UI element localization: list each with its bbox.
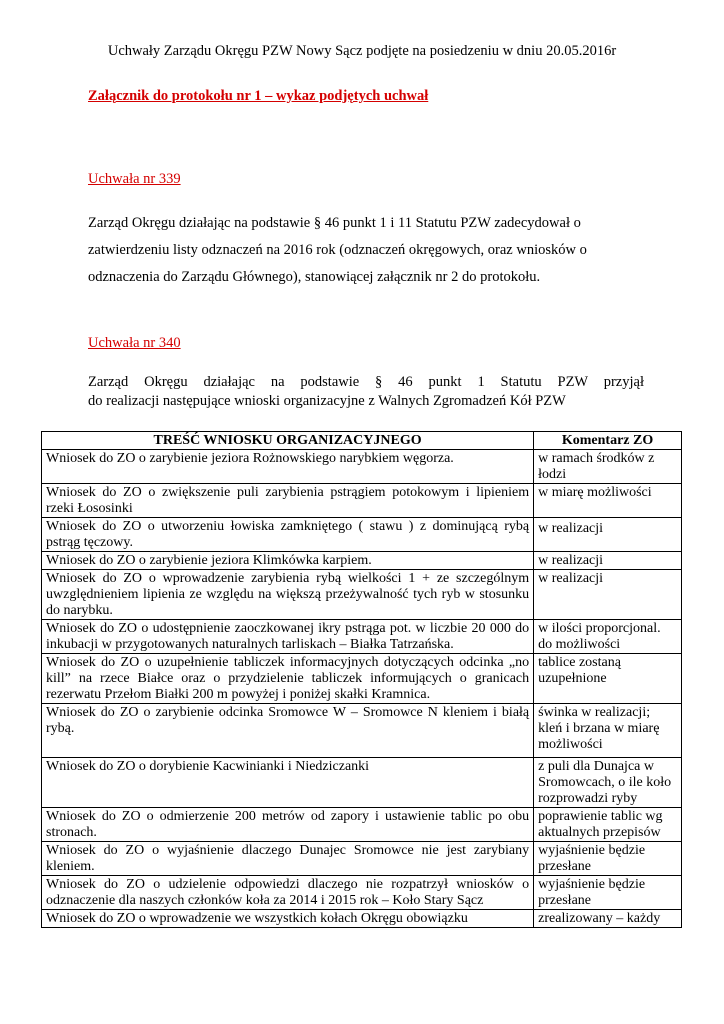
table-row [42,552,682,570]
comment-cell: poprawienie tablic wg aktualnych przepisów [534,808,682,842]
comment-cell: wyjaśnienie będzie przesłane [534,842,682,876]
table-row [42,910,682,928]
comment-cell: świnka w realizacji; kleń i brzana w miarę możliwości [534,704,682,758]
document-header: Uchwały Zarządu Okręgu PZW Nowy Sącz podjęte na posiedzeniu w dniu 20.05.2016r [107,43,617,59]
request-cell: Wniosek do ZO o odmierzenie 200 metrów od zapory i ustawienie tablic po obu stronach. [42,808,534,842]
request-cell: Wniosek do ZO o wprowadzenie we wszystkich kołach Okręgu obowiązku [42,910,534,928]
table-row [42,758,682,808]
request-cell: Wniosek do ZO o utworzeniu łowiska zamkniętego ( stawu ) z dominującą rybą pstrąg tęczowy. [42,518,534,552]
comment-cell: z puli dla Dunajca w Sromowcach, o ile koło rozprowadzi ryby [534,758,682,808]
comment-cell: w ramach środków z łodzi [534,450,682,484]
comment-cell: tablice zostaną uzupełnione [534,654,682,704]
request-cell: Wniosek do ZO o wyjaśnienie dlaczego Dunajec Sromowce nie jest zarybiany kleniem. [42,842,534,876]
comment-cell: w miarę możliwości [534,484,682,518]
request-cell: Wniosek do ZO o wprowadzenie zarybienia rybą wielkości 1 + ze szczególnym uwzględnieniem lipienia ze względu na większą przeżywalność tych ryb w stosunku do narybku. [42,570,534,620]
table-header-row [42,432,682,450]
resolution-340-line-1: Zarząd Okręgu działając na podstawie § 46 punkt 1 Statutu PZW przyjął [88,374,644,390]
request-cell: Wniosek do ZO o zarybienie odcinka Sromowce W – Sromowce N kleniem i białą rybą. [42,704,534,758]
request-cell: Wniosek do ZO o udzielenie odpowiedzi dlaczego nie rozpatrzył wniosków o odznaczenie dla naszych członków koła za 2014 i 2015 rok – Koło Stary Sącz [42,876,534,910]
comment-cell: zrealizowany – każdy [534,910,682,928]
comment-cell: w realizacji [534,552,682,570]
comment-cell: w realizacji [534,570,682,620]
request-cell: Wniosek do ZO o zarybienie jeziora Rożnowskiego narybkiem węgorza. [42,450,534,484]
column-header-comment: Komentarz ZO [534,432,682,450]
resolution-340-line-2: do realizacji następujące wnioski organizacyjne z Walnych Zgromadzeń Kół PZW [88,393,566,409]
table-row [42,808,682,842]
resolution-339-title: Uchwała nr 339 [88,171,181,187]
table-row [42,876,682,910]
table-row [42,704,682,758]
column-header-request: TREŚĆ WNIOSKU ORGANIZACYJNEGO [42,432,534,450]
requests-table [41,431,682,928]
table-row [42,842,682,876]
resolution-340-title: Uchwała nr 340 [88,335,181,351]
table-row [42,518,682,552]
attachment-title: Załącznik do protokołu nr 1 – wykaz podjętych uchwał [88,88,429,104]
table-row [42,620,682,654]
comment-cell: wyjaśnienie będzie przesłane [534,876,682,910]
request-cell: Wniosek do ZO o uzupełnienie tabliczek informacyjnych dotyczących odcinka „no kill” na rzece Białce oraz o przydzielenie tabliczek informujących o granicach rezerwatu Przełom Białki 200 m powyżej i poniżej skałki Kramnica. [42,654,534,704]
table-row [42,484,682,518]
comment-cell: w ilości proporcjonal. do możliwości [534,620,682,654]
request-cell: Wniosek do ZO o zarybienie jeziora Klimkówka karpiem. [42,552,534,570]
table-row [42,450,682,484]
resolution-339-text: Zarząd Okręgu działając na podstawie § 46 punkt 1 i 11 Statutu PZW zadecydował o zatwierdzeniu listy odznaczeń na 2016 rok (odznaczeń okręgowych, oraz wniosków o odznaczenia do Zarządu Głównego), stanowiącej załącznik nr 2 do protokołu. [88,215,587,285]
comment-cell: w realizacji [534,518,682,552]
request-cell: Wniosek do ZO o dorybienie Kacwinianki i Niedziczanki [42,758,534,808]
request-cell: Wniosek do ZO o udostępnienie zaoczkowanej ikry pstrąga pot. w liczbie 20 000 do inkubacji w przygotowanych naturalnych tarliskach – Białka Tatrzańska. [42,620,534,654]
request-cell: Wniosek do ZO o zwiększenie puli zarybienia pstrągiem potokowym i lipieniem rzeki Łososinki [42,484,534,518]
table-row [42,654,682,704]
table-row [42,570,682,620]
